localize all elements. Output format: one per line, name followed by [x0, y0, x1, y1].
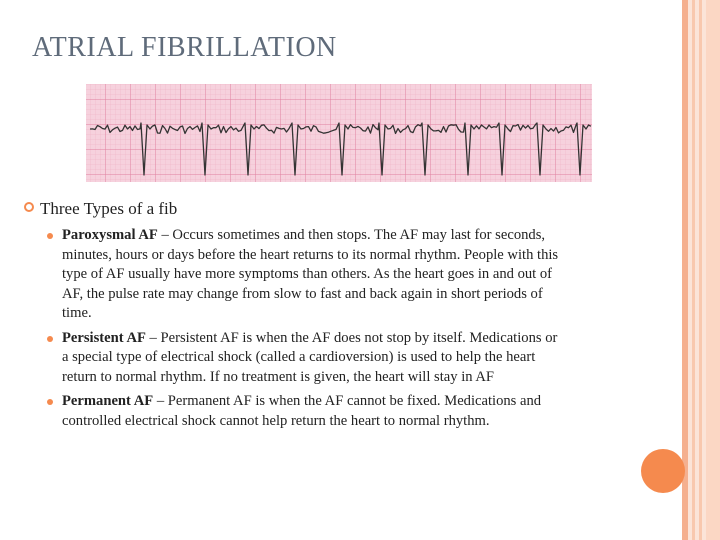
content-area	[24, 198, 564, 436]
item-text: – Occurs sometimes and then stops. The AF may last for seconds, minutes, hours or days before the heart returns to its normal rhythm. People with this type of AF usually have more symptoms than others. As the heart goes in and out of AF, the pulse rate may change from slow to fast and back again in short periods of time.	[62, 227, 559, 321]
slide-title: ATRIAL FIBRILLATION	[32, 32, 337, 63]
dot-bullet-icon	[47, 233, 53, 239]
decorative-circle	[641, 449, 685, 493]
dot-bullet-icon	[47, 399, 53, 405]
item-text: – Permanent AF is when the AF cannot be fixed. Medications and controlled electrical shock cannot help return the heart to normal rhythm.	[62, 393, 542, 429]
item-text: – Persistent AF is when the AF does not stop by itself. Medications or a special type of electrical shock (called a cardioversion) is used to help the heart return to normal rhythm. If no treatment is given, the heart will stay in AF	[62, 329, 558, 385]
af-types-list	[44, 226, 564, 431]
item-term: Persistent AF	[62, 329, 146, 346]
ecg-strip-icon	[80, 74, 598, 194]
dot-bullet-icon	[47, 336, 53, 342]
decorative-stripes	[682, 0, 720, 540]
circle-bullet-icon	[24, 202, 34, 212]
item-term: Permanent AF	[62, 393, 154, 409]
item-term: Paroxysmal AF	[62, 227, 158, 243]
main-bullet-text: Three Types of a fib	[40, 199, 178, 218]
list-item	[44, 392, 564, 431]
list-item	[44, 329, 564, 388]
list-item	[44, 226, 564, 324]
main-bullet	[24, 198, 564, 220]
